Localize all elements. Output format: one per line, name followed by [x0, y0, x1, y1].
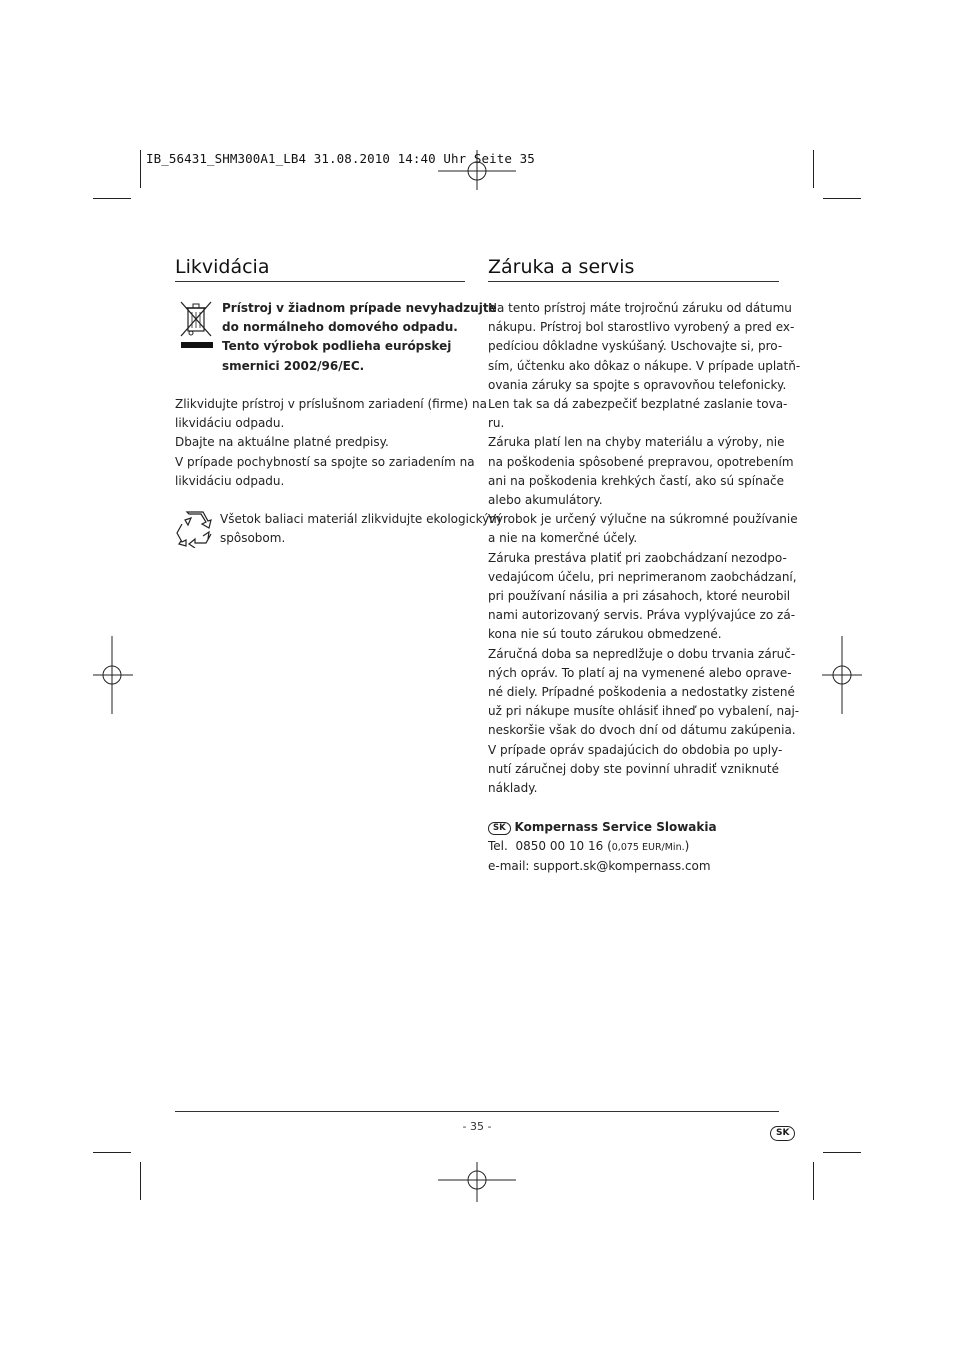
weee-line: smernici 2002/96/EC.	[222, 358, 365, 373]
email-label: e-mail:	[488, 859, 530, 874]
body-line: likvidáciu odpadu.	[175, 473, 285, 488]
email-address[interactable]: support.sk@kompernass.com	[533, 859, 711, 874]
warranty-line: Na tento prístroj máte trojročnú záruku od dátumu	[488, 301, 792, 315]
registration-mark-left	[93, 636, 133, 714]
weee-line: Prístroj v žiadnom prípade nevyhadzujte	[222, 301, 497, 315]
tel-number: 0850 00 10 16	[515, 839, 604, 854]
warranty-line: nutí záručnej doby ste povinní uhradiť vzniknuté	[488, 761, 779, 776]
registration-mark-right	[822, 636, 862, 714]
page-number: - 35 -	[462, 1120, 492, 1133]
warranty-line: Záruka platí len na chyby materiálu a výroby, nie	[488, 435, 785, 450]
warranty-line: Len tak sa dá zabezpečiť bezplatné zaslanie tova-	[488, 397, 788, 412]
warranty-line: pri používaní násilia a pri zásahoch, ktoré neurobil	[488, 589, 791, 604]
warranty-line: ných opráv. To platí aj na vymenené alebo oprave-	[488, 665, 792, 680]
service-contact: SK Kompernass Service Slowakia Tel. 0850 00 10 16 (0,075 EUR/Min.) e-mail: support.sk@kompernass.com	[488, 820, 717, 874]
warranty-line: Záruka prestáva platiť pri zaobchádzaní nezodpo-	[488, 550, 787, 565]
warranty-line: alebo akumulátory.	[488, 493, 603, 508]
tel-rate: 0,075 EUR/Min.	[611, 842, 685, 854]
weee-line: Tento výrobok podlieha európskej	[222, 339, 452, 354]
warranty-line: ovania záruky sa spojte s opravovňou telefonicky.	[488, 377, 787, 392]
footer-lang-badge: SK	[770, 1126, 795, 1141]
warranty-text	[488, 299, 800, 798]
footer-lang-badge-wrap	[770, 1121, 795, 1141]
warranty-line: né diely. Prípadné poškodenia a nedostatky zistené	[488, 685, 795, 700]
heading-rule-right	[488, 281, 779, 282]
warranty-line: V prípade opráv spadajúcich do obdobia po uply-	[488, 742, 783, 757]
warranty-line: nami autorizovaný servis. Práva vyplývajúce zo zá-	[488, 608, 796, 623]
warranty-line: Výrobok je určený výlučne na súkromné používanie	[488, 512, 798, 527]
heading-rule-left	[175, 281, 465, 282]
recycle-line: Všetok baliaci materiál zlikvidujte ekologickým	[220, 512, 501, 526]
footer-rule	[175, 1111, 779, 1112]
warranty-line: už pri nákupe musíte ohlásiť ihneď po vybalení, naj-	[488, 704, 800, 719]
warranty-line: nákupu. Prístroj bol starostlivo vyrobený a pred ex-	[488, 320, 795, 335]
warranty-line: vedajúcom účelu, pri neprimeranom zaobchádzaní,	[488, 569, 797, 584]
warranty-line: na poškodenia spôsobené prepravou, opotrebením	[488, 454, 794, 469]
warranty-line: pedíciou dôkladne vyskúšaný. Uschovajte si, pro-	[488, 339, 783, 354]
disposal-instructions	[175, 395, 487, 491]
warranty-line: kona nie sú touto zárukou obmedzené.	[488, 627, 722, 642]
crossed-bin-icon	[178, 300, 214, 348]
heading-zaruka-a-servis: Záruka a servis	[488, 256, 635, 278]
warranty-line: ani na poškodenia krehkých častí, ako sú spínače	[488, 473, 785, 488]
weee-notice	[222, 299, 497, 376]
registration-mark-bottom	[438, 1162, 516, 1202]
body-line: Dbajte na aktuálne platné predpisy.	[175, 435, 389, 450]
warranty-line: ru.	[488, 416, 505, 431]
heading-likvidacia: Likvidácia	[175, 256, 270, 278]
recycle-icon	[175, 510, 215, 548]
service-name: Kompernass Service Slowakia	[514, 820, 717, 834]
body-line: V prípade pochybností sa spojte so zariadením na	[175, 454, 475, 469]
body-line: Zlikvidujte prístroj v príslušnom zariadení (firme) na	[175, 397, 487, 411]
body-line: likvidáciu odpadu.	[175, 416, 285, 431]
print-slug: IB_56431_SHM300A1_LB4 31.08.2010 14:40 Uhr Seite 35	[146, 151, 535, 166]
recycle-line: spôsobom.	[220, 531, 286, 546]
registration-mark-top	[438, 150, 516, 190]
tel-label: Tel.	[488, 839, 508, 854]
recycling-note	[220, 510, 501, 548]
warranty-line: a nie na komerčné účely.	[488, 531, 638, 546]
warranty-line: Záručná doba sa nepredlžuje o dobu trvania záruč-	[488, 646, 796, 661]
warranty-line: neskoršie však do dvoch dní od dátumu zakúpenia.	[488, 723, 796, 738]
sk-country-badge: SK	[488, 822, 511, 835]
weee-line: do normálneho domového odpadu.	[222, 320, 458, 335]
warranty-line: sím, účtenku ako dôkaz o nákupe. V prípade uplatň-	[488, 358, 801, 373]
warranty-line: náklady.	[488, 781, 538, 796]
